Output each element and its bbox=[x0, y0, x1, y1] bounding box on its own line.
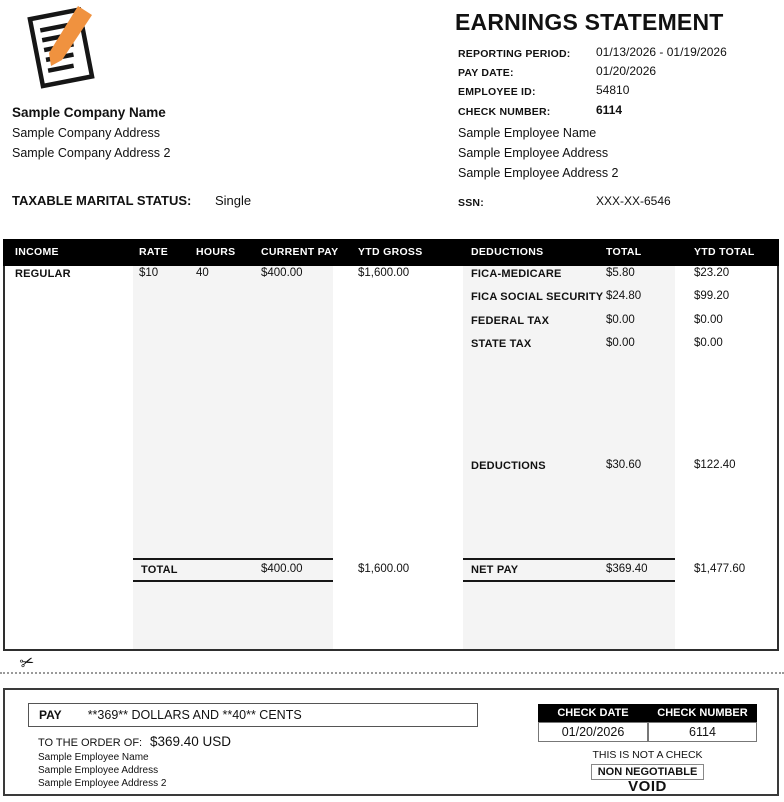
deduction-row-total: $24.80 bbox=[606, 290, 642, 302]
col-total: TOTAL bbox=[606, 246, 642, 258]
income-total-ytd-gross: $1,600.00 bbox=[358, 563, 410, 575]
reporting-period-label: REPORTING PERIOD: bbox=[458, 48, 571, 60]
check-employee-address-2: Sample Employee Address 2 bbox=[38, 778, 167, 789]
pay-label: PAY bbox=[39, 708, 62, 722]
deduction-row-ytd: $99.20 bbox=[694, 290, 730, 302]
deduction-row-name: FEDERAL TAX bbox=[471, 315, 550, 327]
net-pay-ytd: $1,477.60 bbox=[694, 563, 746, 575]
pay-amount-box bbox=[28, 703, 478, 727]
col-ytd-total: YTD TOTAL bbox=[694, 246, 755, 258]
check-employee-name: Sample Employee Name bbox=[38, 752, 149, 763]
order-label: TO THE ORDER OF: bbox=[38, 737, 143, 749]
scissors-icon: ✂ bbox=[17, 651, 37, 674]
income-row-ytd-gross: $1,600.00 bbox=[358, 267, 410, 279]
deduction-row-name: STATE TAX bbox=[471, 338, 532, 350]
ssn-value: XXX-XX-6546 bbox=[596, 194, 671, 208]
col-income: INCOME bbox=[15, 246, 59, 258]
company-address-1: Sample Company Address bbox=[12, 126, 160, 140]
check-employee-address-1: Sample Employee Address bbox=[38, 765, 159, 776]
deduction-row-ytd: $0.00 bbox=[694, 314, 723, 326]
col-deductions: DEDUCTIONS bbox=[471, 246, 544, 258]
check-number-header: CHECK NUMBER bbox=[648, 704, 757, 722]
reporting-period-value: 01/13/2026 - 01/19/2026 bbox=[596, 45, 727, 59]
marital-status-label: TAXABLE MARITAL STATUS: bbox=[12, 193, 192, 208]
company-address-2: Sample Company Address 2 bbox=[12, 146, 171, 160]
deduction-row-total: $0.00 bbox=[606, 337, 635, 349]
deduction-row-ytd: $0.00 bbox=[694, 337, 723, 349]
income-shaded-column bbox=[133, 266, 333, 649]
order-value: $369.40 USD bbox=[150, 734, 232, 749]
net-pay-label: NET PAY bbox=[471, 564, 519, 576]
income-row-rate: $10 bbox=[139, 267, 159, 279]
pay-date-label: PAY DATE: bbox=[458, 67, 514, 79]
net-pay-total: $369.40 bbox=[606, 563, 648, 575]
check-date-cell: 01/20/2026 bbox=[538, 722, 648, 742]
col-current-pay: CURRENT PAY bbox=[261, 246, 339, 258]
col-hours: HOURS bbox=[196, 246, 236, 258]
income-row-current-pay: $400.00 bbox=[261, 267, 303, 279]
company-name: Sample Company Name bbox=[12, 105, 166, 120]
deduction-row-name: FICA SOCIAL SECURITY bbox=[471, 291, 604, 303]
deductions-total-ytd: $122.40 bbox=[694, 459, 736, 471]
check-number-label: CHECK NUMBER: bbox=[458, 106, 551, 118]
income-total-top-rule bbox=[133, 558, 333, 560]
net-pay-top-rule bbox=[463, 558, 675, 560]
deduction-row-total: $5.80 bbox=[606, 267, 635, 279]
employee-name: Sample Employee Name bbox=[458, 126, 597, 140]
marital-status-value: Single bbox=[215, 193, 252, 208]
deduction-row-ytd: $23.20 bbox=[694, 267, 730, 279]
page-title: EARNINGS STATEMENT bbox=[455, 9, 724, 35]
deductions-total-label: DEDUCTIONS bbox=[471, 460, 546, 472]
deduction-row-name: FICA-MEDICARE bbox=[471, 268, 562, 280]
income-total-bottom-rule bbox=[133, 580, 333, 582]
check-number-cell: 6114 bbox=[648, 722, 757, 742]
void-text: VOID bbox=[628, 778, 667, 795]
pay-date-value: 01/20/2026 bbox=[596, 64, 657, 78]
check-date-header: CHECK DATE bbox=[538, 704, 648, 722]
non-negotiable-text: NON NEGOTIABLE bbox=[591, 764, 705, 780]
net-pay-bottom-rule bbox=[463, 580, 675, 582]
ssn-label: SSN: bbox=[458, 197, 484, 209]
col-rate: RATE bbox=[139, 246, 169, 258]
company-logo-document-pencil-icon bbox=[14, 2, 114, 96]
income-row-name: REGULAR bbox=[15, 268, 71, 280]
income-row-hours: 40 bbox=[196, 267, 209, 279]
deduction-row-total: $0.00 bbox=[606, 314, 635, 326]
check-number-value: 6114 bbox=[596, 103, 623, 117]
pay-amount-words: **369** DOLLARS AND **40** CENTS bbox=[87, 708, 302, 722]
employee-address-1: Sample Employee Address bbox=[458, 146, 609, 160]
income-total-label: TOTAL bbox=[141, 564, 178, 576]
cut-dotted-line bbox=[0, 672, 784, 674]
not-a-check-text: THIS IS NOT A CHECK bbox=[592, 749, 703, 761]
employee-address-2: Sample Employee Address 2 bbox=[458, 166, 619, 180]
deductions-total-value: $30.60 bbox=[606, 459, 642, 471]
employee-id-label: EMPLOYEE ID: bbox=[458, 86, 536, 98]
employee-id-value: 54810 bbox=[596, 83, 630, 97]
income-total-current: $400.00 bbox=[261, 563, 303, 575]
col-ytd-gross: YTD GROSS bbox=[358, 246, 423, 258]
